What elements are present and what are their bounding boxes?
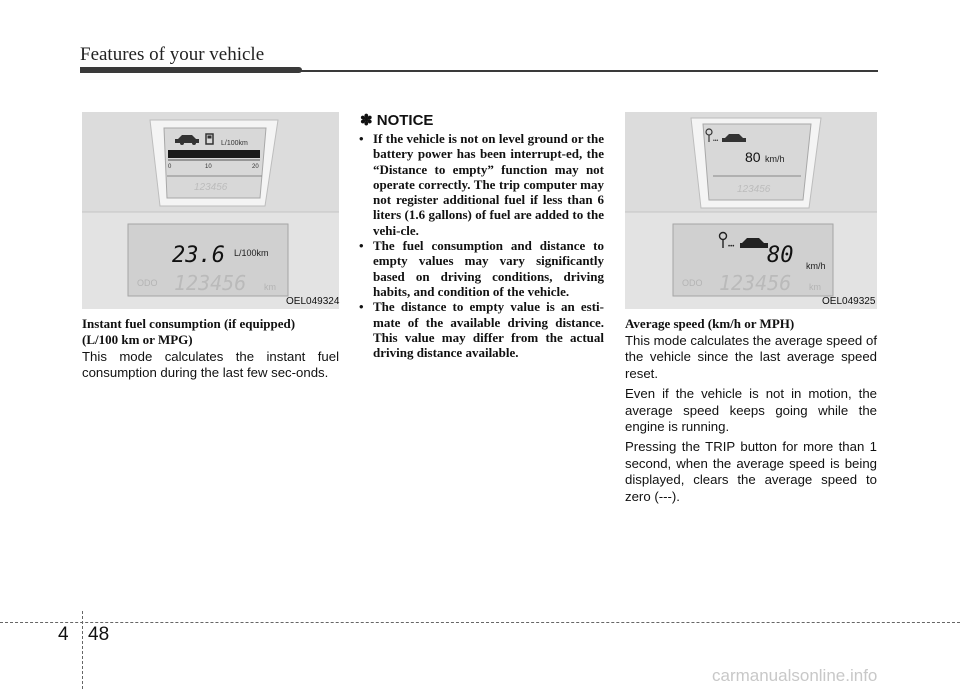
gauge-tick-2: 20	[252, 164, 259, 170]
watermark: carmanualsonline.info	[712, 666, 878, 685]
left-caption-line1: Instant fuel consumption (if equipped)	[82, 316, 296, 331]
lcd-unit: L/100km	[234, 248, 269, 258]
gauge-odo: 123456	[194, 182, 228, 193]
lcd-odo-label: ODO	[682, 278, 703, 288]
notice-list	[357, 131, 604, 360]
lcd-value: 80	[767, 243, 794, 268]
header-rule	[80, 70, 878, 72]
gauge-tick-0: 0	[168, 164, 172, 170]
left-caption	[82, 316, 342, 348]
notice-item: • If the vehicle is not on level ground or the battery power has been interrupt-ed, the “Distance to empty” function may not operate correctly. The trip computer may not register additional fuel if less than 6 liters (1.6 gallons) of fuel are added to the vehi-cle.	[357, 131, 604, 238]
left-caption-line2: (L/100 km or MPG)	[82, 332, 193, 347]
average-speed-illustration	[625, 112, 877, 309]
right-paragraph: Pressing the TRIP button for more than 1 second, when the average speed is being displayed, clears the average speed to zero (---).	[625, 439, 877, 504]
fuel-bar	[168, 150, 260, 158]
lcd-odo: 123456	[719, 271, 792, 295]
gauge-tick-1: 10	[205, 164, 212, 170]
footer-rule	[0, 622, 960, 623]
left-body	[82, 349, 339, 386]
lcd-odo: 123456	[174, 271, 247, 295]
svg-text:•••: •••	[728, 244, 735, 250]
fuel-consumption-illustration	[82, 112, 339, 309]
fuel-consumption-figure	[82, 112, 339, 309]
page-number: 48	[88, 624, 110, 645]
footer-divider	[82, 611, 83, 689]
average-speed-figure	[625, 112, 877, 309]
left-body-text: This mode calculates the instant fuel consumption during the last few sec-onds.	[82, 349, 339, 381]
notice-item: • The fuel consumption and distance to empty values may vary significantly based on driving conditions, driving habits, and condition of the vehicle.	[357, 238, 604, 299]
right-caption: Average speed (km/h or MPH)	[625, 316, 795, 331]
lcd-value: 23.6	[172, 243, 225, 268]
gauge-unit: L/100km	[221, 140, 248, 147]
right-body	[625, 333, 877, 509]
svg-text:•••: •••	[713, 138, 719, 144]
gauge-unit: km/h	[765, 154, 785, 164]
lcd-odo-label: ODO	[137, 278, 158, 288]
header-title: Features of your vehicle	[80, 44, 265, 65]
gauge-value: 80	[745, 149, 761, 165]
notice-item: • The distance to empty value is an esti-mate of the available driving distance. This value may differ from the actual driving distance available.	[357, 299, 604, 360]
page-chapter: 4	[58, 624, 69, 645]
right-paragraph: This mode calculates the average speed of the vehicle since the last average speed reset.	[625, 333, 877, 381]
lcd-odo-unit: km	[809, 282, 821, 292]
figure-code-left: OEL049324	[286, 296, 340, 307]
lcd-odo-unit: km	[264, 282, 276, 292]
right-paragraph: Even if the vehicle is not in motion, the average speed keeps going while the engine is running.	[625, 386, 877, 435]
notice-title	[360, 111, 433, 129]
notice-symbol: ✽	[360, 112, 373, 129]
gauge-odo: 123456	[737, 184, 771, 195]
figure-code-right: OEL049325	[822, 296, 876, 307]
lcd-unit: km/h	[806, 261, 826, 271]
notice-title-text: NOTICE	[376, 112, 434, 129]
